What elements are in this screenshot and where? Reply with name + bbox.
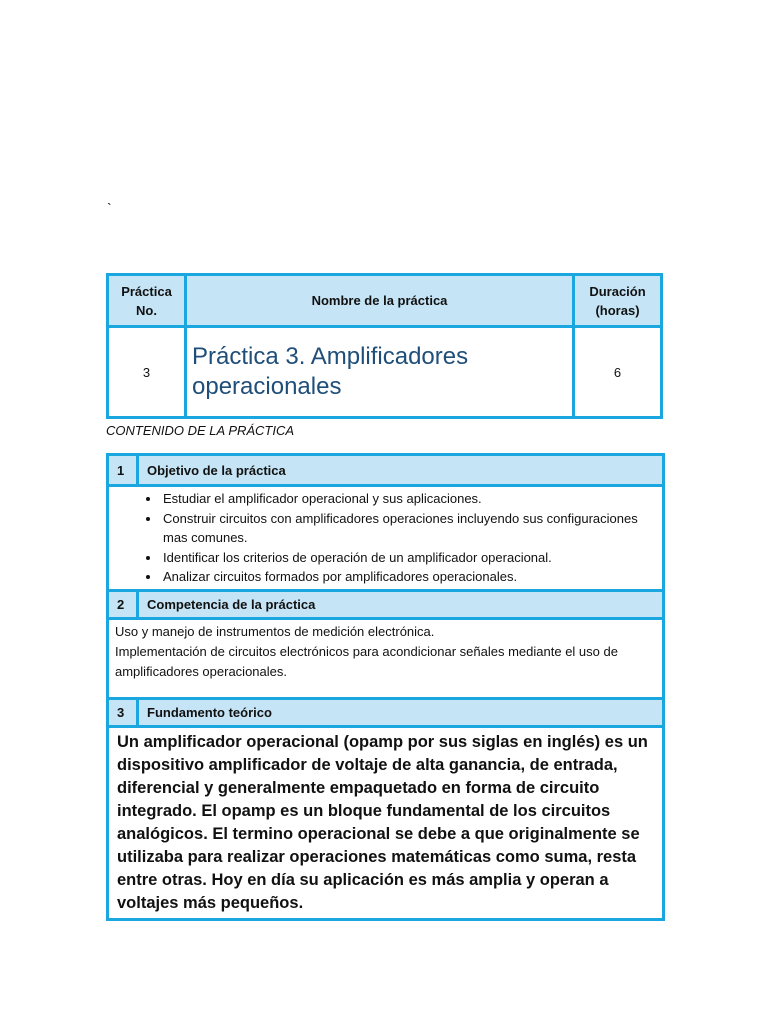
list-item: • Identificar los criterios de operación de un amplificador operacional. (161, 548, 662, 568)
practice-name-cell (187, 328, 575, 416)
section-2-number: 2 (109, 592, 139, 617)
practice-duration: 6 (613, 364, 622, 380)
practice-title: Práctica 3. Amplificadores operacionales (192, 343, 469, 400)
section-1-body (109, 484, 662, 589)
section-1-header (109, 456, 662, 484)
practice-header-table (106, 273, 663, 419)
section-3-header (109, 697, 662, 725)
section-1-title: Objetivo de la práctica (147, 462, 286, 478)
stray-mark: ` (107, 200, 112, 216)
section-3-title: Fundamento teórico (147, 704, 272, 720)
header-practice-no: Práctica No. (109, 276, 187, 328)
section-2-body (109, 617, 662, 697)
header-practice-name: Nombre de la práctica (187, 276, 575, 328)
section-1-number: 1 (109, 456, 139, 484)
header-duration: Duración (horas) (575, 276, 660, 328)
section-2-title: Competencia de la práctica (147, 596, 316, 612)
section-3-number: 3 (109, 700, 139, 725)
practice-number: 3 (109, 328, 187, 416)
competence-line-2: Implementación de circuitos electrónicos para acondicionar señales mediante el uso de amplificadores operacionales. (115, 643, 618, 679)
list-item: • Estudiar el amplificador operacional y sus aplicaciones. (161, 489, 662, 509)
section-3-body: Un amplificador operacional (opamp por sus siglas en inglés) es un dispositivo amplificador de voltaje de alta ganancia, de entrada, diferencial y generalmente empaquetado en forma de circuito integrado. El opamp es un bloque fundamental de los circuitos analógicos. El termino operacional se debe a que originalmente se utilizaba para realizar operaciones matemáticas como suma, resta entre otras. Hoy en día su aplicación es más amplia y operan a voltajes más pequeños. (109, 725, 662, 918)
section-2-header (109, 589, 662, 617)
list-item: • Analizar circuitos formados por amplificadores operacionales. (161, 567, 662, 587)
contenido-label: CONTENIDO DE LA PRÁCTICA (106, 423, 295, 438)
competence-line-1: Uso y manejo de instrumentos de medición electrónica. (115, 623, 435, 639)
content-table (106, 453, 665, 921)
list-item: • Construir circuitos con amplificadores operaciones incluyendo sus configuraciones mas comunes. (161, 509, 662, 548)
objectives-list (109, 487, 662, 589)
